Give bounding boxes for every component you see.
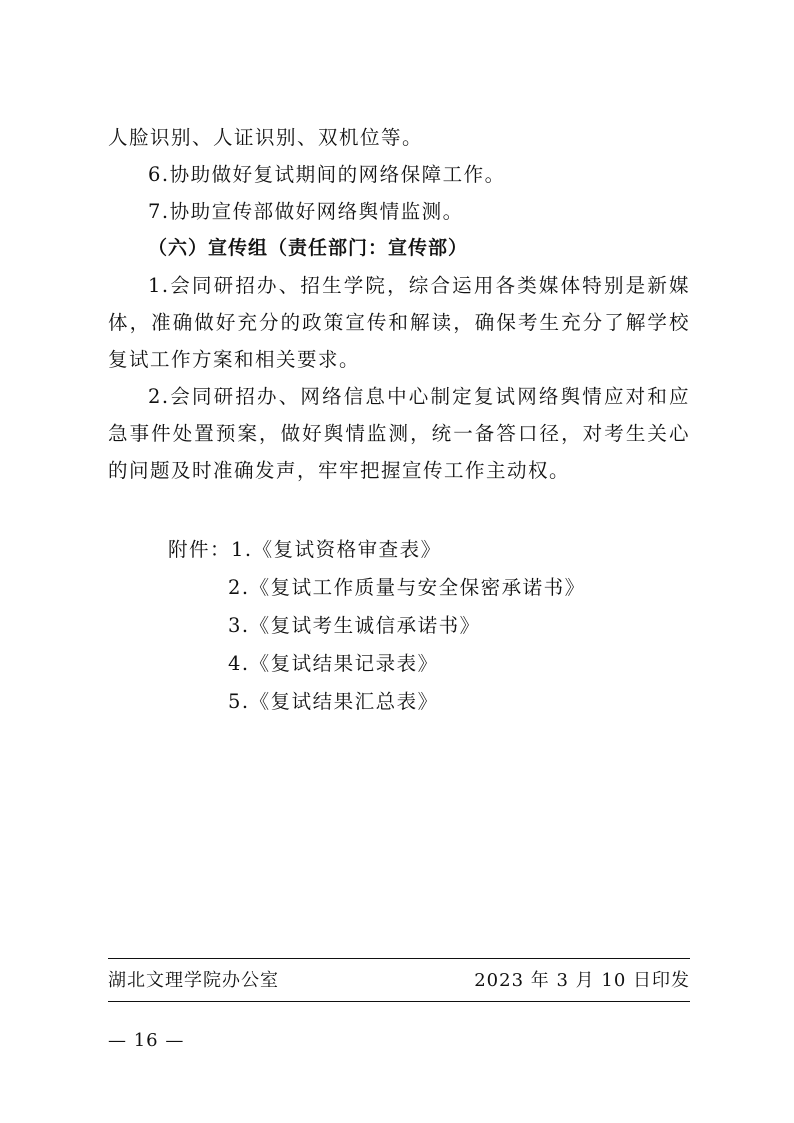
attachment-row-3 [168,607,586,645]
attachment-item: 1.《复试资格审查表》 [231,538,442,561]
paragraph-continuation: 人脸识别、人证识别、双机位等。 [108,126,424,149]
section-heading-publicity: （六）宣传组（责任部门：宣传部） [148,237,469,259]
page-number: — 16 — [108,1030,185,1051]
paragraph-2: 2.会同研招办、网络信息中心制定复试网络舆情应对和应急事件处置预案，做好舆情监测，统一备答口径，对考生关心的问题及时准确发声，牢牢把握宣传工作主动权。 [108,385,690,482]
attachments-label: 附件： [168,538,232,561]
main-body [108,119,690,489]
attachment-row-1 [168,531,586,569]
footer-issuer-row [108,966,690,996]
paragraph-1: 1.会同研招办、招生学院，综合运用各类媒体特别是新媒体，准确做好充分的政策宣传和解读，确保考生充分了解学校复试工作方案和相关要求。 [108,274,690,371]
attachment-row-2 [168,569,586,607]
attachment-item: 4.《复试结果记录表》 [228,652,439,675]
issue-date: 2023 年 3 月 10 日印发 [474,970,690,991]
attachment-row-5 [168,683,586,721]
attachment-item: 2.《复试工作质量与安全保密承诺书》 [228,576,586,599]
footer-top-rule [108,958,690,959]
issuer-name: 湖北文理学院办公室 [108,970,279,991]
list-item-6: 6.协助做好复试期间的网络保障工作。 [148,163,506,186]
attachment-row-4 [168,645,586,683]
attachments-list [168,531,586,721]
attachment-item: 3.《复试考生诚信承诺书》 [228,614,481,637]
footer-bottom-rule [108,1001,690,1002]
list-item-7: 7.协助宣传部做好网络舆情监测。 [148,200,464,223]
attachment-item: 5.《复试结果汇总表》 [228,690,439,713]
